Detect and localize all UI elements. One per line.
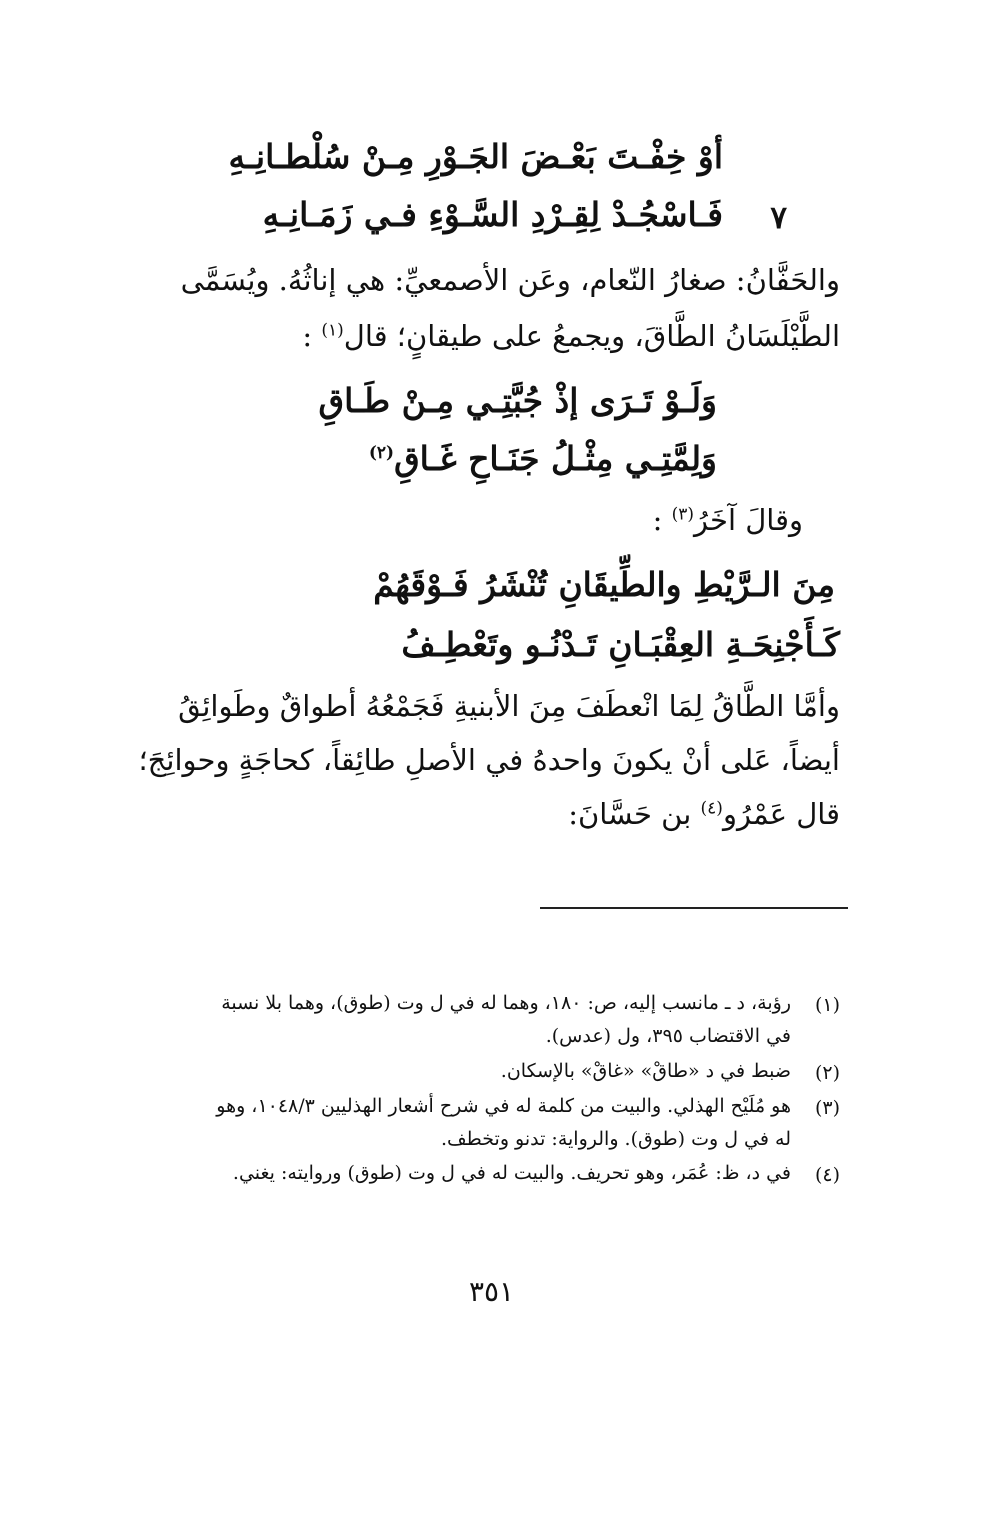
prose-line: والحَفَّانُ: صغارُ النّعام، وعَن الأصمعيِّ: هي إناثُهُ. ويُسَمَّى [180, 263, 840, 297]
verse-line: مِنَ الـرَّيْطِ والطِّيقَانِ تُنْشَرُ فَـوْقَهُمْ [373, 565, 835, 604]
prose-text: : [302, 319, 322, 353]
prose-line [302, 319, 840, 353]
footnote-ref[interactable]: (٢) [368, 443, 395, 463]
footnote-ref[interactable]: (١) [321, 320, 344, 341]
footnote-number: (٢) [814, 1062, 840, 1084]
page-number: ٣٥١ [468, 1275, 515, 1308]
footnote-number: (٣) [814, 1097, 840, 1119]
prose-text: وقالَ آخَرُ [694, 503, 803, 537]
prose-text: : [652, 503, 672, 537]
prose-text: قال عَمْرُو [722, 797, 840, 831]
verse-text: وَلِمَّتِـي مِثْـلُ جَنَـاحِ غَـاقِ [394, 439, 717, 478]
footnote-line: له في ل وت (طوق). والرواية: تدنو وتخطف. [440, 1128, 791, 1150]
footnote-line: ضبط في د «طاقْ» «غاقْ» بالإسكان. [500, 1060, 791, 1082]
prose-text: الطَّيْلَسَانُ الطَّاقَ، ويجمعُ على طيقانٍ؛ قال [343, 319, 840, 353]
footnote-line: في الاقتضاب ٣٩٥، ول (عدس). [545, 1025, 791, 1047]
verse-line: كَـأَجْنِحَـةِ العِقْبَـانِ تَـدْنُـو وتَعْطِـفُ [401, 625, 840, 664]
footnote-number: (١) [814, 994, 840, 1016]
prose-line: وأمَّا الطَّاقُ لِمَا انْعطَفَ مِنَ الأبنيةِ فَجَمْعُهُ أطواقٌ وطَوائِقُ [178, 689, 840, 723]
verse-line: فَـاسْجُـدْ لِقِـرْدِ السَّـوْءِ فـي زَمَـانِـهِ [262, 195, 723, 234]
footnote-ref[interactable]: (٣) [671, 504, 695, 525]
prose-line [652, 503, 803, 537]
verse-line: وَلَـوْ تَـرَى إذْ جُبَّتِـي مِـنْ طَـاقِ [318, 381, 717, 420]
footnote-line: هو مُلَيْح الهذلي. والبيت من كلمة له في شرح أشعار الهذليين ١٠٤٨/٣، وهو [216, 1095, 791, 1117]
footnote-line: في د، ظ: عُمَر، وهو تحريف. والبيت له في ل وت (طوق) وروايته: يغني. [232, 1162, 791, 1184]
verse-line [368, 439, 717, 478]
verse-number: ٧ [770, 200, 787, 236]
verse-line: أوْ خِفْـتَ بَعْـضَ الجَـوْرِ مِـنْ سُلْطـانِـهِ [228, 137, 723, 176]
footnote-line: رؤبة، د ـ مانسب إليه، ص: ١٨٠، وهما له في ل وت (طوق)، وهما بلا نسبة [221, 992, 791, 1014]
footnote-ref[interactable]: (٤) [700, 798, 723, 819]
prose-line [568, 797, 840, 831]
prose-line: أيضاً، عَلى أنْ يكونَ واحدهُ في الأصلِ طائِقاً، كحاجَةٍ وحوائِجَ؛ [138, 743, 840, 777]
prose-text: بن حَسَّانَ: [568, 797, 701, 831]
footnote-number: (٤) [814, 1164, 840, 1186]
footnote-separator [540, 907, 848, 909]
